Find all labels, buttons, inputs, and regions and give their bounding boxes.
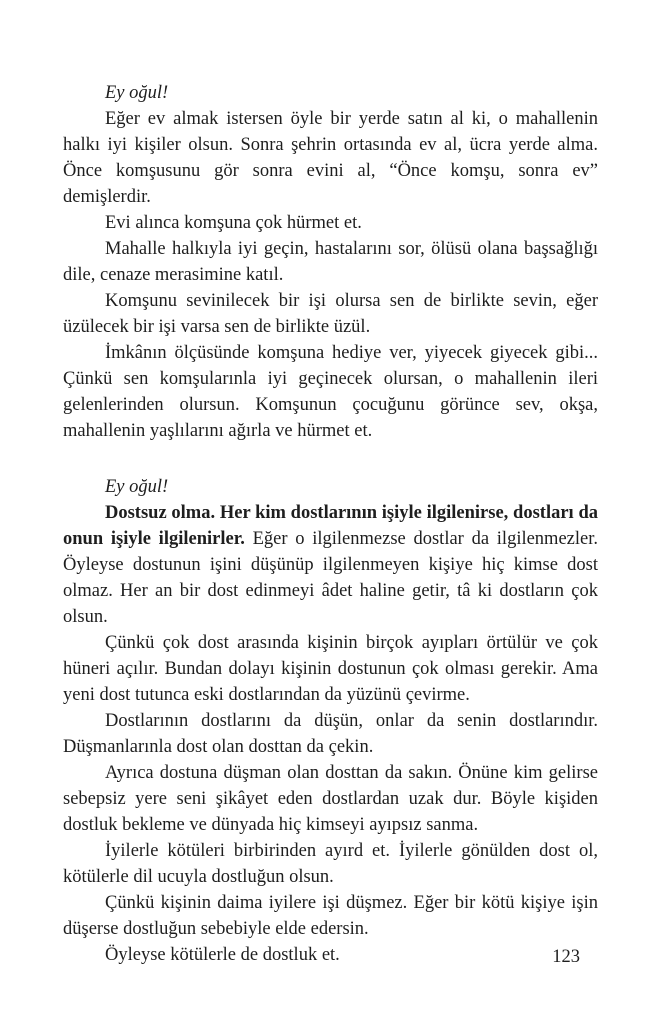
page-number: 123 xyxy=(552,947,580,967)
section-heading: Ey oğul! xyxy=(105,477,169,497)
section-heading: Ey oğul! xyxy=(105,83,169,103)
paragraph: Evi alınca komşuna çok hürmet et. xyxy=(105,213,362,233)
page-text-block xyxy=(63,80,598,968)
paragraph: Dostlarının dostlarını da düşün, onlar da senin dostlarındır. Düşmanlarınla dost olan dosttan da çekin. xyxy=(63,711,598,757)
paragraph: Ayrıca dostuna düşman olan dosttan da sakın. Önüne kim gelirse sebepsiz yere seni şikâyet eden dostlardan uzak dur. Böyle kişiden dostluk bekleme ve dünyada hiç kimseyi ayıpsız sanma. xyxy=(63,763,598,835)
lead-rest-text: Eğer o ilgilenmezse dostlar da ilgilenmezler. Öyleyse dostunun işini düşünüp ilgilenmeyen kişiye hiç kimse dost olmaz. Her an bir dost edinmeyi âdet haline getir, tâ ki dostların çok olsun. xyxy=(63,529,598,627)
paragraph: Çünkü çok dost arasında kişinin birçok ayıpları örtülür ve çok hüneri açılır. Bundan dolayı kişinin dostunun çok olması gerekir. Ama yeni dost tutunca eski dostlarından da yüzünü çevirme. xyxy=(63,633,598,705)
paragraph: Çünkü kişinin daima iyilere işi düşmez. Eğer bir kötü kişiye işin düşerse dostluğun sebebiyle elde edersin. xyxy=(63,893,598,939)
paragraph-with-bold-lead xyxy=(63,500,598,630)
paragraph: İmkânın ölçüsünde komşuna hediye ver, yiyecek giyecek gibi... Çünkü sen komşularınla iyi geçinecek olursan, o mahallenin ileri gelenlerinden olursun. Komşunun çocuğunu görünce sev, okşa, mahallenin yaşlılarını ağırla ve hürmet et. xyxy=(63,343,598,441)
section-neighbors xyxy=(63,80,598,444)
paragraph: Mahalle halkıyla iyi geçin, hastalarını sor, ölüsü olana başsağlığı dile, cenaze merasimine katıl. xyxy=(63,239,598,285)
bold-lead-text: Dostsuz olma. Her kim dostlarının işiyle ilgilenirse, dostları da onun işiyle ilgilenirler. xyxy=(63,503,598,549)
paragraph: Öyleyse kötülerle de dostluk et. xyxy=(105,945,340,965)
paragraph: Komşunu sevinilecek bir işi olursa sen de birlikte sevin, eğer üzülecek bir işi varsa sen de birlikte üzül. xyxy=(63,291,598,337)
paragraph: Eğer ev almak istersen öyle bir yerde satın al ki, o mahallenin halkı iyi kişiler olsun. Sonra şehrin ortasında ev al, ücra yerde alma. Önce komşusunu gör sonra evini al, “Önce komşu, sonra ev” demişlerdir. xyxy=(63,109,598,207)
section-friends xyxy=(63,474,598,968)
paragraph: İyilerle kötüleri birbirinden ayırd et. İyilerle gönülden dost ol, kötülerle dil ucuyla dostluğun olsun. xyxy=(63,841,598,887)
